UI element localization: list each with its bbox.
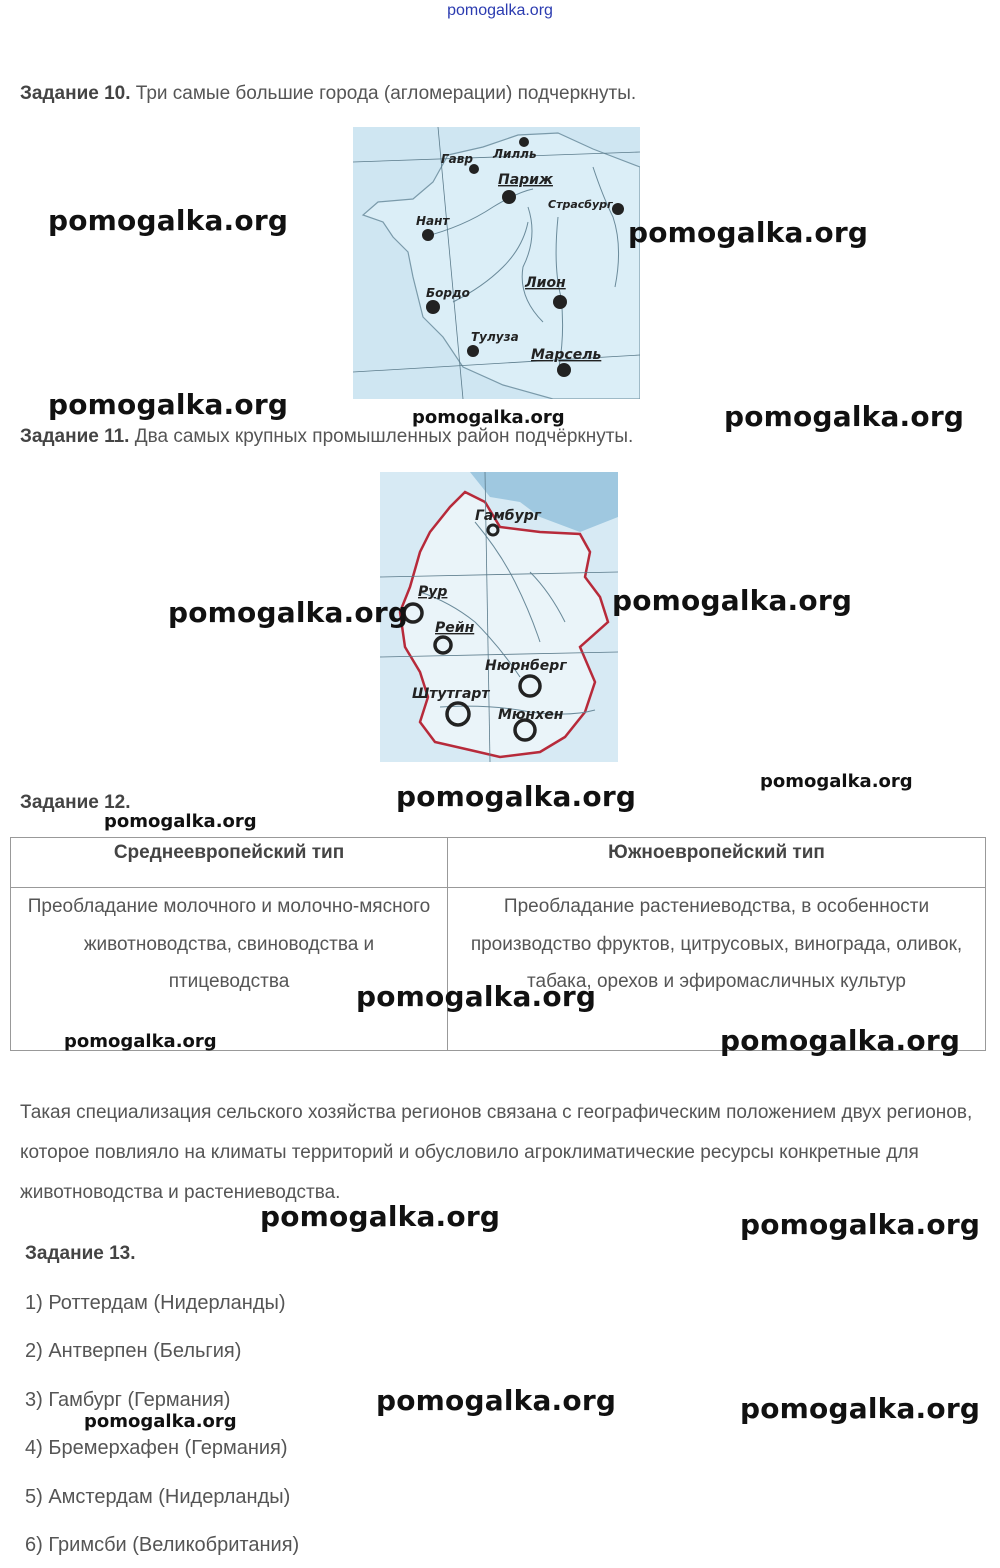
list-item: 1) Роттердам (Нидерланды) (25, 1292, 286, 1314)
watermark: pomogalka.org (64, 1031, 217, 1052)
city-label-lille: Лилль (493, 147, 537, 161)
watermark: pomogalka.org (740, 1208, 981, 1241)
region-label-munich: Мюнхен (498, 707, 564, 723)
agriculture-types-table (10, 837, 986, 1051)
watermark: pomogalka.org (356, 980, 597, 1013)
watermark: pomogalka.org (48, 204, 289, 237)
site-link[interactable]: pomogalka.org (447, 2, 553, 19)
task13-label: Задание 13. (25, 1243, 136, 1264)
city-label-lyon: Лион (525, 275, 566, 291)
region-label-ruhr: Рур (418, 584, 448, 600)
list-item: 6) Гримсби (Великобритания) (25, 1534, 300, 1556)
watermark: pomogalka.org (628, 216, 869, 249)
city-label-havre: Гавр (441, 152, 473, 166)
table-header-southern: Южноевропейский тип (448, 838, 986, 888)
city-label-strasbourg: Страсбург (548, 198, 613, 211)
city-label-marseille: Марсель (531, 347, 602, 363)
table-cell-central: Преобладание молочного и молочно-мясного животноводства, свиноводства и птицеводства (11, 888, 448, 1051)
city-label-bordeaux: Бордо (426, 286, 470, 300)
watermark: pomogalka.org (724, 400, 965, 433)
task10-label: Задание 10. (20, 83, 131, 104)
region-label-rhein: Рейн (435, 620, 475, 636)
watermark: pomogalka.org (84, 1411, 237, 1432)
france-map-svg (353, 127, 640, 399)
watermark: pomogalka.org (740, 1392, 981, 1425)
watermark: pomogalka.org (720, 1024, 961, 1057)
list-item: 2) Антверпен (Бельгия) (25, 1340, 242, 1362)
region-label-hamburg: Гамбург (475, 508, 542, 524)
task13-title (25, 1243, 136, 1265)
task11-text: Два самых крупных промышленных район подчёркнуты. (134, 426, 634, 447)
city-label-toulouse: Тулуза (471, 330, 519, 344)
task11-label: Задание 11. (20, 426, 130, 447)
watermark: pomogalka.org (104, 811, 257, 832)
task12-label: Задание 12. (20, 792, 131, 813)
germany-map (380, 472, 618, 762)
list-item: 4) Бремерхафен (Германия) (25, 1437, 288, 1459)
watermark: pomogalka.org (612, 584, 853, 617)
watermark: pomogalka.org (168, 596, 409, 629)
watermark: pomogalka.org (376, 1384, 617, 1417)
table-header-row (11, 838, 986, 888)
task10-text: Три самые большие города (агломерации) подчеркнуты. (135, 83, 637, 104)
list-item: 3) Гамбург (Германия) (25, 1389, 231, 1411)
task10-title (20, 83, 636, 105)
region-label-stuttgart: Штутгарт (412, 686, 490, 702)
region-label-nuremberg: Нюрнберг (485, 658, 567, 674)
task11-title (20, 426, 633, 448)
france-map (353, 127, 640, 399)
city-label-nantes: Нант (416, 214, 450, 228)
watermark: pomogalka.org (396, 780, 637, 813)
table-cell-southern: Преобладание растениеводства, в особенности производство фруктов, цитрусовых, винограда, оливок, табака, орехов и эфиромасличных культур (448, 888, 986, 1051)
watermark: pomogalka.org (412, 407, 565, 428)
city-label-paris: Париж (498, 172, 553, 188)
table-header-central: Среднеевропейский тип (11, 838, 448, 888)
watermark: pomogalka.org (760, 771, 913, 792)
watermark: pomogalka.org (260, 1200, 501, 1233)
task12-paragraph: Такая специализация сельского хозяйства регионов связана с географическим положением двух регионов, которое повлияло на климаты территорий и обусловило агроклиматические ресурсы конкретные для животноводства и растениеводства. (20, 1102, 973, 1203)
watermark: pomogalka.org (48, 388, 289, 421)
germany-map-svg (380, 472, 618, 762)
list-item: 5) Амстердам (Нидерланды) (25, 1486, 291, 1508)
